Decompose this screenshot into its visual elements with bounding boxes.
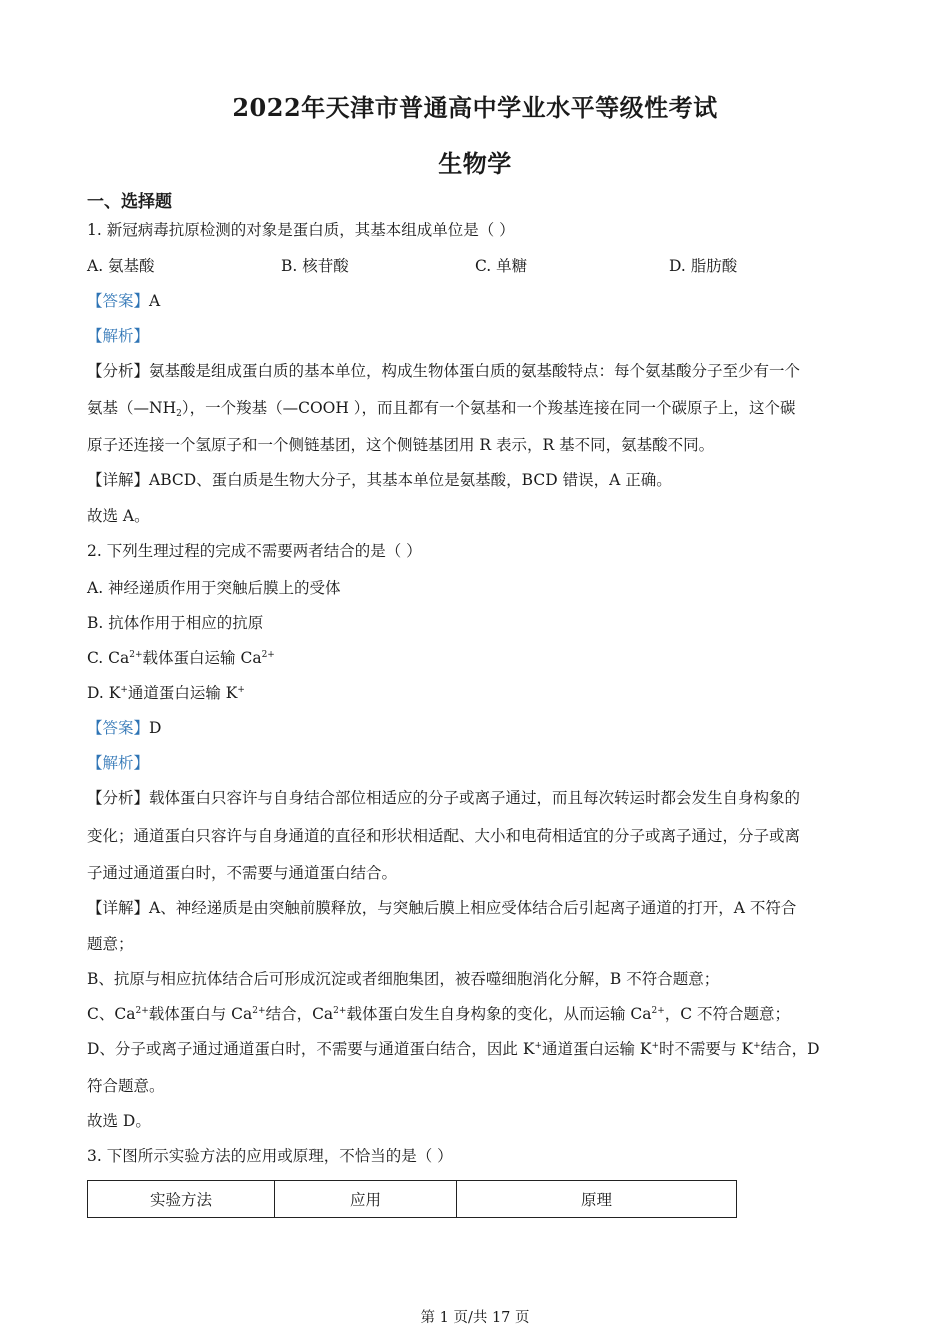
- q2-detail-a: [87, 898, 796, 918]
- q1-fenxi-line-1: [87, 361, 800, 381]
- q2-detail-d-cont: 符合题意。: [87, 1077, 165, 1095]
- detail-text: 结合，Ca: [265, 1005, 334, 1023]
- q2-option-c: [87, 648, 275, 668]
- q1-detail: [87, 470, 672, 490]
- superscript: +: [753, 1041, 761, 1051]
- q2-detail-c: [87, 1004, 790, 1024]
- superscript: +: [237, 685, 245, 695]
- answer-value: D: [149, 719, 162, 737]
- q2-option-a: A. 神经递质作用于突触后膜上的受体: [87, 579, 341, 597]
- q1-answer: [87, 291, 160, 311]
- detail-text: ，C 不符合题意；: [664, 1005, 791, 1023]
- experiment-table: [87, 1180, 737, 1218]
- detail-text: 通道蛋白运输 K: [541, 1040, 652, 1058]
- option-text: C. Ca: [87, 649, 130, 667]
- fenxi-text: 氨基（—NH: [87, 399, 177, 417]
- answer-tag: 【答案】: [87, 292, 150, 310]
- q2-conclusion: 故选 D。: [87, 1112, 151, 1130]
- fenxi-tag: 【分析】: [87, 362, 150, 380]
- q1-option-d: D. 脂肪酸: [669, 257, 738, 275]
- table-header-cell: 应用: [275, 1181, 457, 1218]
- option-text: D. K: [87, 684, 121, 702]
- fenxi-tag: 【分析】: [87, 789, 150, 807]
- detail-text: C、Ca: [87, 1005, 136, 1023]
- detail-tag: 【详解】: [87, 899, 150, 917]
- q1-stem: 1. 新冠病毒抗原检测的对象是蛋白质，其基本组成单位是（ ）: [87, 221, 515, 239]
- q3-stem: 3. 下图所示实验方法的应用或原理，不恰当的是（ ）: [87, 1147, 453, 1165]
- subscript: 2: [176, 409, 182, 419]
- table-header-row: [88, 1181, 737, 1218]
- subject-title: 生物学: [438, 149, 512, 178]
- q2-detail-d: [87, 1039, 820, 1059]
- q2-option-b: B. 抗体作用于相应的抗原: [87, 614, 264, 632]
- superscript: 2+: [135, 1006, 149, 1016]
- detail-text: A、神经递质是由突触前膜释放，与突触后膜上相应受体结合后引起离子通道的打开，A 不符合: [149, 899, 797, 917]
- q1-option-b: B. 核苷酸: [281, 257, 349, 275]
- table-header-cell: 实验方法: [88, 1181, 275, 1218]
- fenxi-text: ），一个羧基（—COOH ），而且都有一个氨基和一个羧基连接在同一个碳原子上，这个碳: [181, 399, 796, 417]
- q1-analysis-tag: 【解析】: [87, 327, 150, 345]
- answer-value: A: [149, 292, 161, 310]
- q2-option-d: [87, 683, 245, 703]
- section-heading: 一、选择题: [87, 192, 172, 212]
- q2-fenxi-line-2: 变化；通道蛋白只容许与自身通道的直径和形状相适配、大小和电荷相适宜的分子或离子通过，分子或离: [87, 827, 801, 845]
- option-text: 通道蛋白运输 K: [127, 684, 238, 702]
- superscript: +: [534, 1041, 542, 1051]
- superscript: 2+: [651, 1006, 665, 1016]
- detail-tag: 【详解】: [87, 471, 150, 489]
- superscript: 2+: [252, 1006, 266, 1016]
- q2-analysis-tag: 【解析】: [87, 754, 150, 772]
- detail-text: 时不需要与 K: [659, 1040, 754, 1058]
- superscript: +: [651, 1041, 660, 1051]
- detail-text: 结合，D: [760, 1040, 820, 1058]
- q2-fenxi-line-3: 子通过通道蛋白时，不需要与通道蛋白结合。: [87, 864, 398, 882]
- table-header-cell: 原理: [457, 1181, 737, 1218]
- q1-option-a: A. 氨基酸: [87, 257, 155, 275]
- superscript: 2+: [261, 650, 275, 660]
- exam-title: 2022年天津市普通高中学业水平等级性考试: [232, 93, 718, 122]
- q2-answer: [87, 718, 161, 738]
- q1-option-c: C. 单糖: [475, 257, 528, 275]
- q1-fenxi-line-2: [87, 398, 796, 418]
- q1-fenxi-line-3: 原子还连接一个氢原子和一个侧链基团，这个侧链基团用 R 表示，R 基不同，氨基酸不同。: [87, 436, 715, 454]
- fenxi-text: 载体蛋白只容许与自身结合部位相适应的分子或离子通过，而且每次转运时都会发生自身构象的: [149, 789, 801, 807]
- superscript: 2+: [333, 1006, 347, 1016]
- page-footer: 第 1 页/共 17 页: [420, 1310, 530, 1326]
- q2-detail-b: B、抗原与相应抗体结合后可形成沉淀或者细胞集团，被吞噬细胞消化分解，B 不符合题意；: [87, 970, 720, 988]
- q2-fenxi-line-1: [87, 788, 800, 808]
- fenxi-text: 氨基酸是组成蛋白质的基本单位，构成生物体蛋白质的氨基酸特点：每个氨基酸分子至少有一个: [149, 362, 801, 380]
- detail-text: 载体蛋白发生自身构象的变化，从而运输 Ca: [346, 1005, 652, 1023]
- superscript: 2+: [129, 650, 143, 660]
- answer-tag: 【答案】: [87, 719, 150, 737]
- option-text: 载体蛋白运输 Ca: [142, 649, 262, 667]
- q2-stem: 2. 下列生理过程的完成不需要两者结合的是（ ）: [87, 542, 422, 560]
- q2-detail-a-cont: 题意；: [87, 935, 134, 953]
- detail-text: ABCD、蛋白质是生物大分子，其基本单位是氨基酸，BCD 错误，A 正确。: [149, 471, 672, 489]
- detail-text: D、分子或离子通过通道蛋白时，不需要与通道蛋白结合，因此 K: [87, 1040, 535, 1058]
- superscript: +: [120, 685, 128, 695]
- detail-text: 载体蛋白与 Ca: [148, 1005, 253, 1023]
- q1-conclusion: 故选 A。: [87, 507, 150, 525]
